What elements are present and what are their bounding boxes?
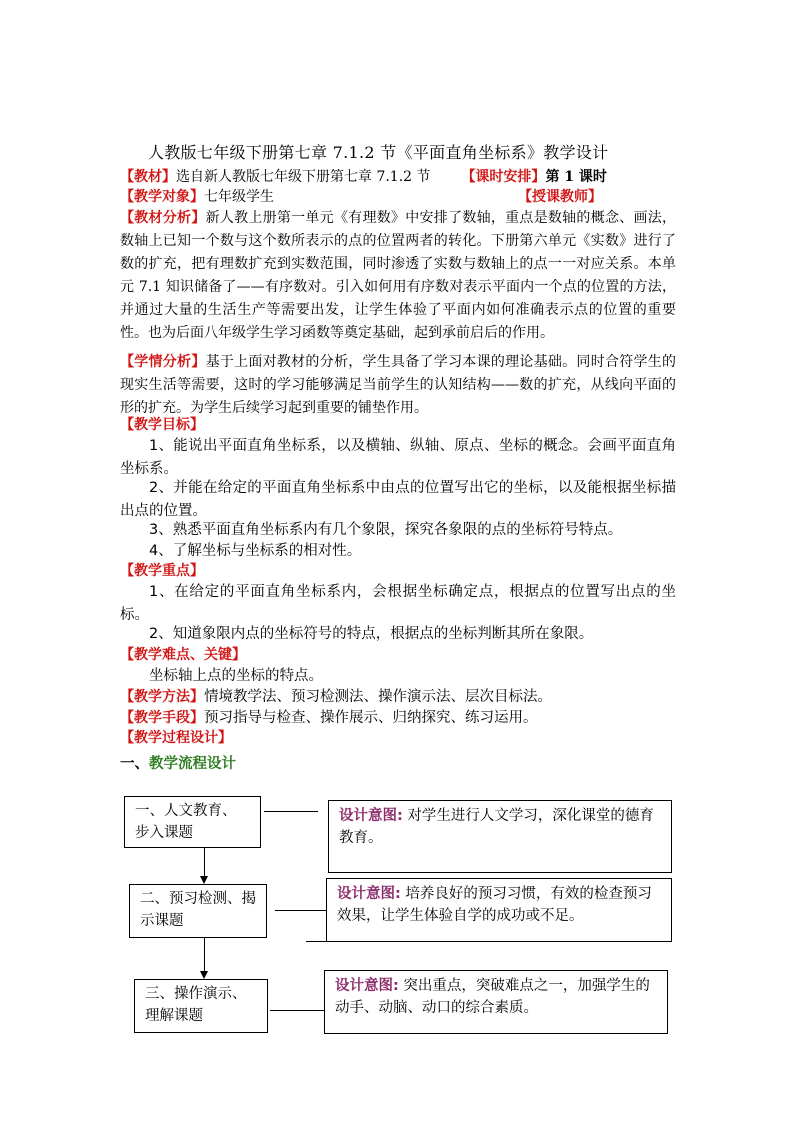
textbook-text: 选自新人教版七年级下册第七章 7.1.2 节 xyxy=(176,169,431,185)
goals-heading xyxy=(120,416,680,435)
keypoint-item-2: 2、知道象限内点的坐标符号的特点，根据点的坐标判断其所在象限。 xyxy=(149,626,594,642)
methods-line xyxy=(120,686,676,709)
process-heading xyxy=(120,729,680,748)
goal-item-1: 1、能说出平面直角坐标系，以及横轴、纵轴、原点、坐标的概念。会画平面直角坐标系。 xyxy=(120,438,676,477)
flow-step-3-label: 三、操作演示、理解课题 xyxy=(145,986,247,1024)
flow-step-3 xyxy=(134,979,268,1033)
flow-step-2 xyxy=(129,884,267,938)
learning-text: 基于上面对教材的分析，学生具备了学习本课的理论基础。同时合符学生的现实生活等需要，这时的学习能够满足当前学生的认知结构——数的扩充，从线向平面的形的扩充。为学生后续学习起到重要的铺垫作用。 xyxy=(120,354,677,416)
methods-text: 情境教学法、预习检测法、操作演示法、层次目标法。 xyxy=(204,689,552,705)
arrow-2-shaft xyxy=(204,938,205,971)
analysis-paragraph xyxy=(120,207,676,345)
goals-label: 【教学目标】 xyxy=(120,417,204,433)
flow-heading-number: 一、 xyxy=(120,755,149,772)
difficulty-text: 坐标轴上点的坐标的特点。 xyxy=(149,668,323,684)
arrow-2-head xyxy=(200,971,208,979)
difficulty-heading xyxy=(120,646,680,665)
connector-1 xyxy=(264,811,318,812)
textbook-label: 【教材】 xyxy=(120,169,176,185)
flow-note-1-intent: 设计意图: xyxy=(339,808,403,824)
flow-step-2-label: 二、预习检测、揭示课题 xyxy=(140,891,256,929)
target-label: 【教学对象】 xyxy=(120,189,204,205)
target-line xyxy=(120,188,680,207)
textbook-line xyxy=(120,168,680,187)
goal-item-3: 3、熟悉平面直角坐标系内有几个象限，探究各象限的点的坐标符号特点。 xyxy=(149,522,623,538)
flow-step-1 xyxy=(124,796,261,848)
arrow-1-shaft xyxy=(204,848,205,876)
learning-paragraph xyxy=(120,351,676,420)
connector-2 xyxy=(275,910,326,911)
flow-heading-text: 教学流程设计 xyxy=(149,755,236,772)
keypoint-item-1: 1、在给定的平面直角坐标系内，会根据坐标确定点，根据点的位置写出点的坐标。 xyxy=(120,584,676,623)
arrow-1-head xyxy=(200,876,208,884)
flow-note-3-intent: 设计意图: xyxy=(335,978,399,994)
target-text: 七年级学生 xyxy=(204,189,274,205)
flow-note-2-text: 培养良好的预习习惯，有效的检查预习效果，让学生体验自学的成功或不足。 xyxy=(337,886,652,924)
flow-note-1 xyxy=(328,800,672,873)
process-label: 【教学过程设计】 xyxy=(120,730,232,746)
analysis-text: 新人教上册第一单元《有理数》中安排了数轴，重点是数轴的概念、画法，数轴上已知一个数与这个数所表示的点的位置两者的转化。下册第六单元《实数》进行了数的扩充，把有理数扩充到实数范围，同时渗透了实数与数轴上的点一一对应关系。本单元 7.1 知识储备了——有序数对。引入如何用有序数对表示平面内一个点的位置的方法，并通过大量的生活生产等需要出发，让学生体验了平面内如何准确表示点的位置的重要性。也为后面八年级学生学习函数等奠定基础，起到承前启后的作用。 xyxy=(120,210,677,341)
flow-note-3-text: 突出重点，突破难点之一，加强学生的动手、动脑、动口的综合素质。 xyxy=(335,978,650,1016)
keypoints-heading xyxy=(120,562,680,581)
connector-3 xyxy=(270,1010,324,1011)
page-title: 人教版七年级下册第七章 7.1.2 节《平面直角坐标系》教学设计 xyxy=(148,143,609,162)
learning-label: 【学情分析】 xyxy=(120,354,206,370)
goal-item-4: 4、了解坐标与坐标系的相对性。 xyxy=(149,543,362,559)
methods-label: 【教学方法】 xyxy=(120,689,204,705)
means-label: 【教学手段】 xyxy=(120,710,204,726)
difficulty-label: 【教学难点、关键】 xyxy=(120,647,246,663)
flow-note-2-intent: 设计意图: xyxy=(337,886,401,902)
flow-note-3 xyxy=(324,970,668,1034)
means-text: 预习指导与检查、操作展示、归纳探究、练习运用。 xyxy=(204,710,538,726)
means-line xyxy=(120,707,676,730)
flow-heading xyxy=(120,752,236,773)
analysis-label: 【教材分析】 xyxy=(120,210,206,226)
flow-note-2 xyxy=(326,878,672,942)
connector-2-underline xyxy=(306,941,326,942)
keypoints-label: 【教学重点】 xyxy=(120,563,204,579)
flow-note-1-text: 对学生进行人文学习，深化课堂的德育教育。 xyxy=(339,808,654,846)
schedule-text: 第 1 课时 xyxy=(545,169,607,185)
goal-item-2: 2、并能在给定的平面直角坐标系中由点的位置写出它的坐标，以及能根据坐标描出点的位置。 xyxy=(120,480,676,519)
flow-step-1-label: 一、人文教育、步入课题 xyxy=(135,803,237,841)
teacher-label: 【授课教师】 xyxy=(518,189,602,205)
schedule-label: 【课时安排】 xyxy=(461,169,546,185)
